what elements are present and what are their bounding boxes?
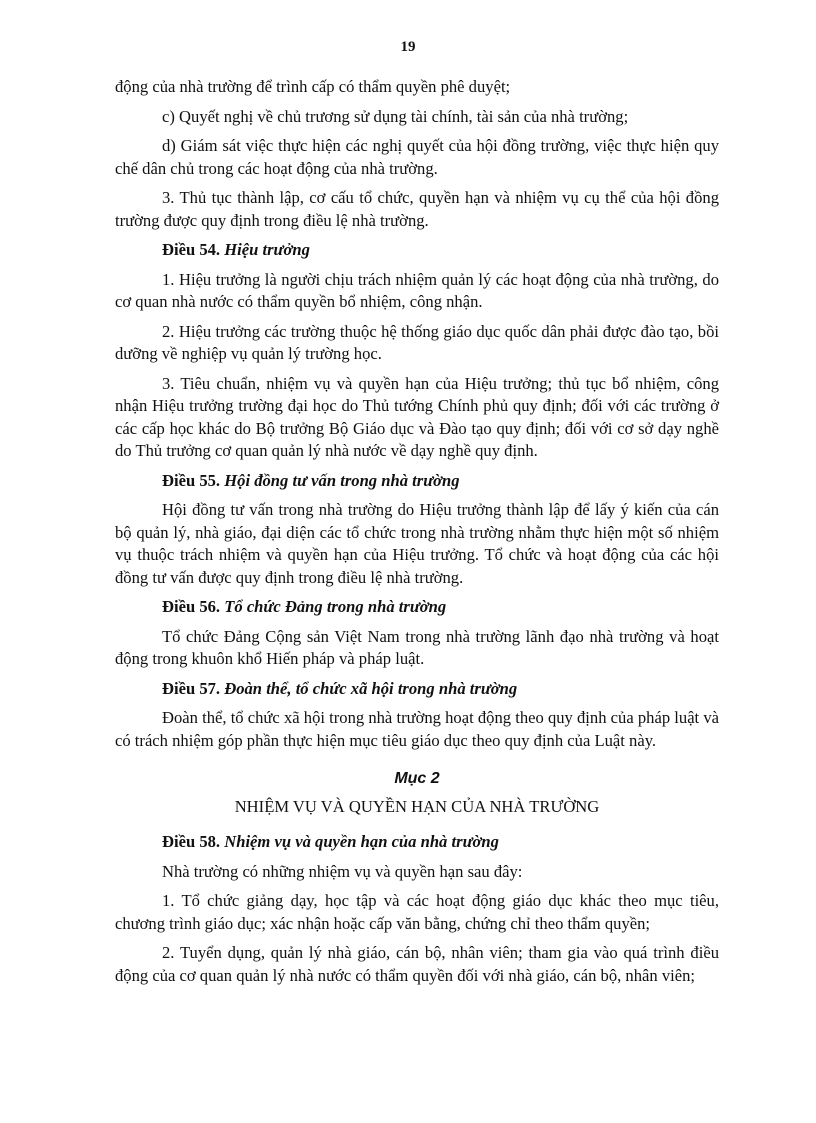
article-title: Tổ chức Đảng trong nhà trường	[224, 597, 447, 616]
paragraph: 1. Hiệu trưởng là người chịu trách nhiệm quản lý các hoạt động của nhà trường, do cơ quan nhà nước có thẩm quyền bổ nhiệm, công nhận.	[115, 269, 719, 311]
paragraph: 2. Hiệu trưởng các trường thuộc hệ thống giáo dục quốc dân phải được đào tạo, bồi dưỡng về nghiệp vụ quản lý trường học.	[115, 321, 719, 363]
paragraph: 2. Tuyển dụng, quản lý nhà giáo, cán bộ, nhân viên; tham gia vào quá trình điều động của cơ quan quản lý nhà nước có thẩm quyền đối với nhà giáo, cán bộ, nhân viên;	[115, 943, 719, 985]
paragraph: c) Quyết nghị về chủ trương sử dụng tài chính, tài sản của nhà trường;	[162, 106, 629, 126]
paragraph: Hội đồng tư vấn trong nhà trường do Hiệu trưởng thành lập để lấy ý kiến của cán bộ quản lý, nhà giáo, đại diện các tổ chức trong nhà trường nhằm thực hiện một số nhiệm vụ thuộc trách nhiệm và quyền hạn của Hiệu trưởng. Tổ chức và hoạt động của các hội đồng tư vấn được quy định trong điều lệ nhà trường.	[115, 500, 719, 587]
paragraph: Nhà trường có những nhiệm vụ và quyền hạn sau đây:	[162, 861, 523, 881]
paragraph: d) Giám sát việc thực hiện các nghị quyết của hội đồng trường, việc thực hiện quy chế dân chủ trong các hoạt động của nhà trường.	[115, 136, 719, 178]
article-title: Đoàn thể, tổ chức xã hội trong nhà trường	[224, 678, 518, 698]
article-title: Hội đồng tư vấn trong nhà trường	[224, 470, 460, 490]
article-heading	[115, 678, 719, 701]
section-title: NHIỆM VỤ VÀ QUYỀN HẠN CỦA NHÀ TRƯỜNG	[234, 796, 600, 816]
paragraph: Đoàn thể, tổ chức xã hội trong nhà trường hoạt động theo quy định của pháp luật và có trách nhiệm góp phần thực hiện mục tiêu giáo dục theo quy định của Luật này.	[115, 708, 719, 750]
paragraph: 3. Thủ tục thành lập, cơ cấu tổ chức, quyền hạn và nhiệm vụ cụ thể của hội đồng trường được quy định trong điều lệ nhà trường.	[115, 188, 719, 230]
article-number: Điều 58.	[162, 832, 221, 851]
article-title: Hiệu trưởng	[224, 240, 310, 259]
article-number: Điều 56.	[162, 597, 221, 616]
section-label: Mục 2	[394, 770, 440, 787]
article-heading	[115, 239, 719, 262]
paragraph: 1. Tổ chức giảng dạy, học tập và các hoạt động giáo dục khác theo mục tiêu, chương trình giáo dục; xác nhận hoặc cấp văn bằng, chứng chỉ theo thẩm quyền;	[115, 891, 719, 933]
article-heading	[115, 831, 719, 854]
article-number: Điều 54.	[162, 240, 221, 259]
article-title: Nhiệm vụ và quyền hạn của nhà trường	[224, 832, 499, 851]
paragraph: 3. Tiêu chuẩn, nhiệm vụ và quyền hạn của Hiệu trưởng; thủ tục bổ nhiệm, công nhận Hiệu trưởng trường đại học do Thủ tướng Chính phủ quy định; đối với các trường ở các cấp học khác do Bộ trưởng Bộ Giáo dục và Đào tạo quy định; đối với cơ sở dạy nghề do Thủ trưởng cơ quan quản lý nhà nước về dạy nghề quy định.	[115, 373, 719, 460]
article-number: Điều 57.	[162, 678, 221, 698]
article-number: Điều 55.	[162, 470, 221, 490]
article-heading	[115, 470, 719, 493]
continued-paragraph: động của nhà trường để trình cấp có thẩm quyền phê duyệt;	[115, 77, 511, 96]
page-number: 19	[400, 39, 416, 55]
document-body	[115, 76, 719, 994]
paragraph: Tổ chức Đảng Cộng sản Việt Nam trong nhà trường lãnh đạo nhà trường và hoạt động trong khuôn khổ Hiến pháp và pháp luật.	[115, 626, 719, 668]
article-heading	[115, 596, 719, 619]
